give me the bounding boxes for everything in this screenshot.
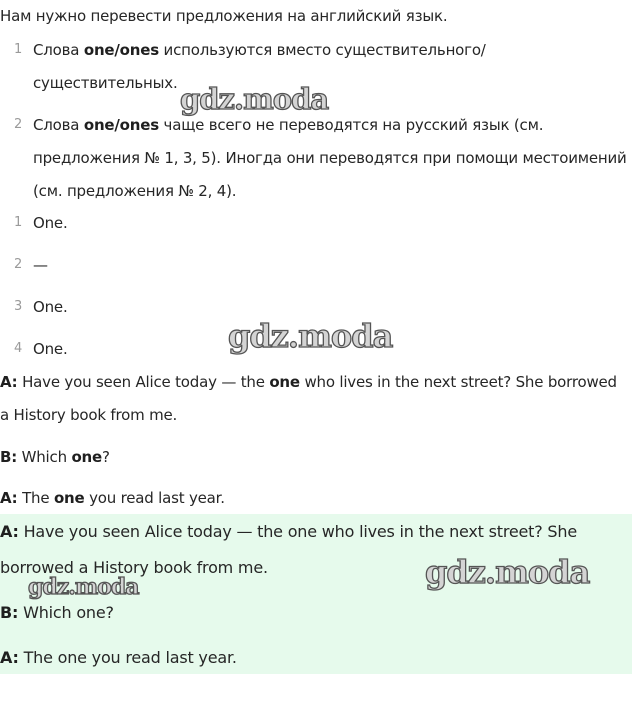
answer-line: B: Which one? — [0, 603, 114, 622]
answer-number: 2 — [14, 257, 23, 272]
keyword: one — [71, 448, 103, 466]
answer-number: 1 — [14, 215, 23, 230]
answer-text: One. — [33, 298, 68, 316]
speaker-label: B: — [0, 603, 19, 622]
watermark-logo: gdz.moda — [28, 574, 139, 600]
rule-text-continuation: существительных. — [33, 74, 178, 92]
rule-text: Слова one/ones используются вместо существительного/ — [33, 41, 486, 59]
intro-text: Нам нужно перевести предложения на английский язык. — [0, 7, 448, 25]
answer-number: 4 — [14, 341, 23, 356]
rule-number: 1 — [14, 42, 23, 57]
rule-keyword: one/ones — [83, 41, 159, 59]
rule-text-continuation: (см. предложения № 2, 4). — [33, 182, 237, 200]
rule-text: Слова one/ones чаще всего не переводятся на русский язык (см. — [33, 116, 544, 134]
answer-text: One. — [33, 214, 68, 232]
answer-text: One. — [33, 340, 68, 358]
watermark-logo: gdz.moda — [425, 553, 590, 591]
dialogue-line-continuation: a History book from me. — [0, 406, 178, 424]
dialogue-line: B: Which one? — [0, 448, 110, 466]
speaker-label: A: — [0, 373, 18, 391]
rule-text-continuation: предложения № 1, 3, 5). Иногда они переводятся при помощи местоимений — [33, 149, 627, 167]
rule-number: 2 — [14, 117, 23, 132]
watermark-logo: gdz.moda — [180, 82, 329, 116]
answer-text: — — [33, 256, 48, 274]
answer-number: 3 — [14, 299, 23, 314]
dialogue-line: A: The one you read last year. — [0, 489, 225, 507]
dialogue-line: A: Have you seen Alice today — the one who lives in the next street? She borrowed — [0, 373, 617, 391]
speaker-label: A: — [0, 648, 19, 667]
speaker-label: A: — [0, 522, 19, 541]
answer-line-continuation: borrowed a History book from me. — [0, 558, 268, 577]
watermark-logo: gdz.moda — [228, 317, 393, 355]
keyword: one — [53, 489, 85, 507]
speaker-label: B: — [0, 448, 18, 466]
answer-line: A: The one you read last year. — [0, 648, 237, 667]
answer-line: A: Have you seen Alice today — the one who lives in the next street? She — [0, 522, 577, 541]
keyword: one — [269, 373, 300, 391]
speaker-label: A: — [0, 489, 18, 507]
rule-keyword: one/ones — [83, 116, 159, 134]
